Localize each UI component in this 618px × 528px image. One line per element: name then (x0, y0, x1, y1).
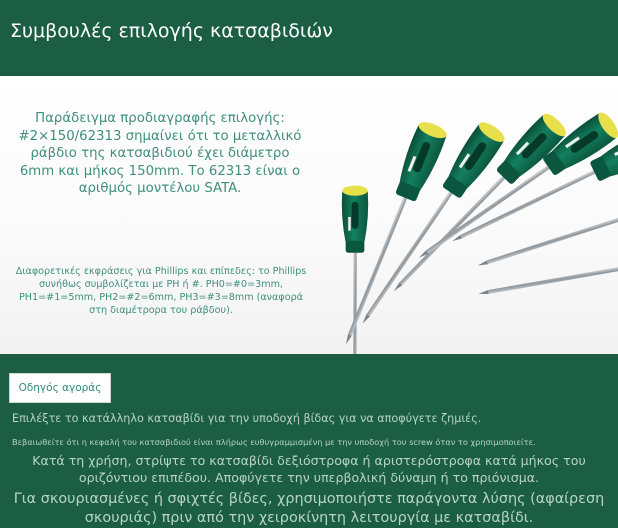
tip-item: Βεβαιωθείτε ότι η κεφαλή του κατσαβιδιού είναι πλήρως ευθυγραμμισμένη με την υποδοχή του screw όταν το χρησιμοποιείτε. (12, 437, 536, 447)
screwdriver-set-image (300, 76, 618, 354)
buying-guide-button[interactable]: Οδηγός αγοράς (9, 373, 111, 403)
page-header (0, 0, 618, 66)
spec-example-text: Παράδειγμα προδιαγραφής επιλογής: #2×150/62313 σημαίνει ότι το μεταλλικό ράβδιο της κατσαβιδιού έχει διάμετρο 6mm και μήκος 150mm. Το 62313 είναι ο αριθμός μοντέλου SATA. (18, 111, 302, 196)
tip-item: Για σκουριασμένες ή σφιχτές βίδες, χρησιμοποιήστε παράγοντα λύσης (αφαίρεση σκουριάς) πριν από την χειροκίνητη λειτουργία με κατσαβίδι. (13, 491, 605, 526)
tip-item: Κατά τη χρήση, στρίψτε το κατσαβίδι δεξιόστροφα ή αριστερόστροφα κατά μήκος του οριζόντιου επιπέδου. Αποφύγετε την υπερβολική δύναμη ή το πριόνισμα. (32, 453, 586, 485)
product-hero (0, 76, 618, 354)
tip-item: Επιλέξτε το κατάλληλο κατσαβίδι για την υποδοχή βίδας για να αποφύγετε ζημιές. (12, 412, 482, 425)
screwdriver-1 (342, 186, 368, 354)
screwdriver-8 (476, 237, 618, 309)
page-title: Συμβουλές επιλογής κατσαβιδιών (10, 20, 333, 42)
screwdriver-7 (473, 177, 618, 280)
phillips-notation-text: Διαφορετικές εκφράσεις για Phillips και επίπεδες: το Phillips συνήθως συμβολίζεται με PH ή #. PH0=#0=3mm, PH1=#1=5mm, PH2=#2=6mm, PH3=#3=8mm (αναφορά στη διαμέτρορα του ράβδου). (15, 266, 307, 316)
